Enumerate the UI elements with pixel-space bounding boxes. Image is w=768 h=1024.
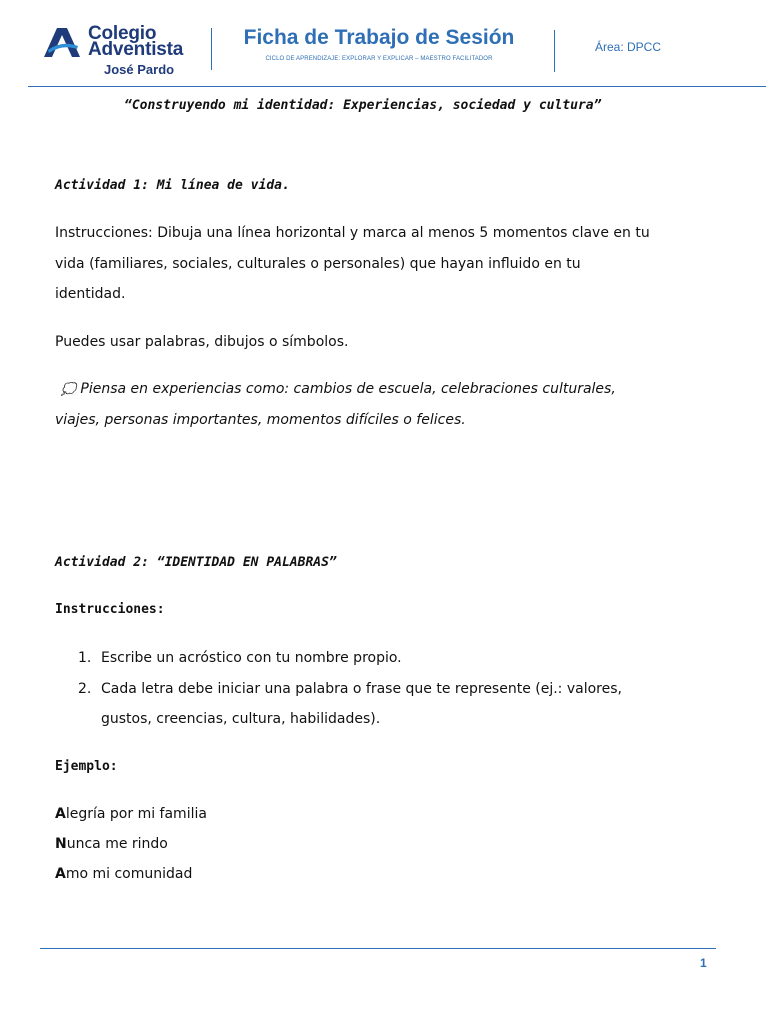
tip-text: Piensa en experiencias como: cambios de escuela, celebraciones culturales, [80,381,616,397]
list-item-text: Escribe un acróstico con tu nombre propio. [101,650,402,666]
area-label: Área: DPCC [595,40,662,54]
activity1-instructions-line1: Instrucciones: Dibuja una línea horizontal y marca al menos 5 momentos clave en tu [55,225,650,241]
header-rule [28,86,766,87]
example-label: Ejemplo: [55,759,118,774]
page-header [0,0,768,88]
activity1-note: Puedes usar palabras, dibujos o símbolos. [55,334,349,350]
acrostic-letter: A [55,806,66,822]
logo-text-line1: Colegio [88,23,157,44]
page-subtitle: CICLO DE APRENDIZAJE: EXPLORAR Y EXPLICAR – MAESTRO FACILITADOR [265,56,493,62]
school-logo [42,24,222,80]
acrostic-letter: N [55,836,67,852]
acrostic-rest: mo mi comunidad [65,866,193,882]
acrostic-rest: legría por mi familia [65,806,207,822]
activity1-instructions-line3: identidad. [55,286,126,302]
activity2-instructions-label: Instrucciones: [55,602,165,617]
list-item-text-continued: gustos, creencias, cultura, habilidades). [101,711,381,727]
acrostic-line [55,836,168,852]
header-divider-left [211,28,212,70]
activity1-instructions-line2: vida (familiares, sociales, culturales o personales) que hayan influido en tu [55,256,581,272]
acrostic-rest: unca me rindo [66,836,168,852]
footer-rule [40,948,716,949]
logo-mark-icon [42,26,82,58]
page-number: 1 [700,956,707,970]
list-item-number: 2. [78,681,92,697]
thought-bubble-icon: 💭 [61,382,76,396]
logo-text-line3: José Pardo [104,62,175,77]
acrostic-letter: A [55,866,66,882]
list-item-text: Cada letra debe iniciar una palabra o frase que te represente (ej.: valores, [101,681,622,697]
activity1-title: Actividad 1: Mi línea de vida. [55,178,290,193]
list-item-number: 1. [78,650,92,666]
document-heading: “Construyendo mi identidad: Experiencias, sociedad y cultura” [124,98,602,113]
activity2-title: Actividad 2: “IDENTIDAD EN PALABRAS” [55,555,337,570]
activity1-tip-line2: viajes, personas importantes, momentos difíciles o felices. [55,412,466,428]
logo-text-line2: Adventista [88,39,184,60]
page-title: Ficha de Trabajo de Sesión [243,26,515,49]
acrostic-line [55,806,207,822]
header-divider-right [554,30,555,72]
acrostic-line [55,866,192,882]
activity1-tip-line1 [61,381,616,397]
